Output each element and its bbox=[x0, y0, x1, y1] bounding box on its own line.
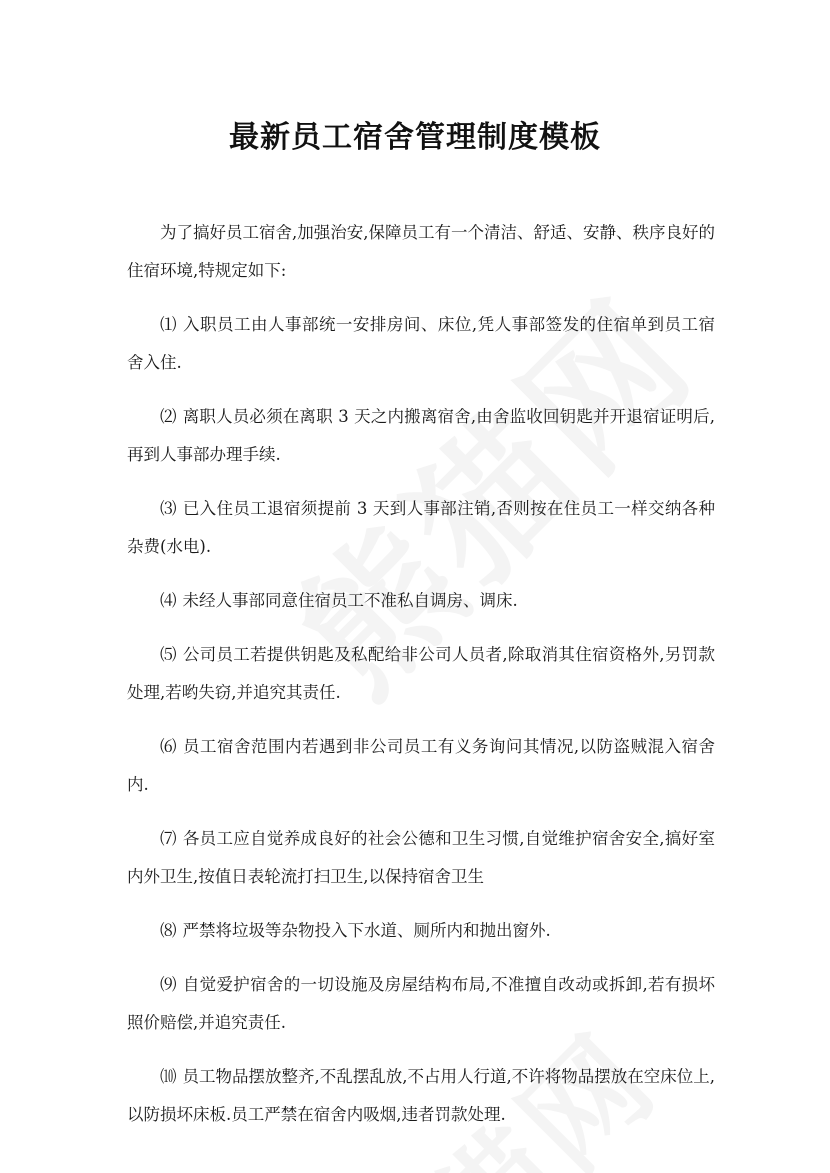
rule-text: 未经人事部同意住宿员工不准私自调房、调床. bbox=[182, 591, 518, 610]
rule-number: ⑺ bbox=[160, 829, 177, 848]
rule-text: 员工物品摆放整齐,不乱摆乱放,不占用人行道,不许将物品摆放在空床位上,以防损坏床板.员工严禁在宿舍内吸烟,违者罚款处理. bbox=[127, 1067, 716, 1124]
rule-number: ⑽ bbox=[160, 1067, 177, 1086]
rule-text: 入职员工由人事部统一安排房间、床位,凭人事部签发的住宿单到员工宿舍入住. bbox=[127, 315, 716, 372]
document-body bbox=[127, 214, 715, 1150]
document-title: 最新员工宿舍管理制度模板 bbox=[229, 120, 601, 155]
rule-paragraph-8 bbox=[127, 912, 715, 950]
rule-paragraph-10 bbox=[127, 1058, 715, 1134]
rule-text: 已入住员工退宿须提前 3 天到人事部注销,否则按在住员工一样交纳各种杂费(水电). bbox=[127, 499, 716, 556]
rule-paragraph-2 bbox=[127, 398, 715, 474]
rule-paragraph-1 bbox=[127, 306, 715, 382]
intro-paragraph: 为了搞好员工宿舍,加强治安,保障员工有一个清洁、舒适、安静、秩序良好的住宿环境,特规定如下: bbox=[127, 223, 715, 280]
rule-number: ⑹ bbox=[160, 737, 177, 756]
rule-number: ⑴ bbox=[160, 315, 177, 334]
rule-number: ⑸ bbox=[160, 645, 177, 664]
rule-paragraph-5 bbox=[127, 636, 715, 712]
rule-paragraph-7 bbox=[127, 820, 715, 896]
rule-text: 严禁将垃圾等杂物投入下水道、厕所内和抛出窗外. bbox=[182, 921, 551, 940]
rule-number: ⑶ bbox=[160, 499, 177, 518]
rule-text: 自觉爱护宿舍的一切设施及房屋结构布局,不准擅自改动或拆卸,若有损坏照价赔偿,并追究责任. bbox=[127, 975, 715, 1032]
rule-paragraph-4 bbox=[127, 582, 715, 620]
rule-number: ⑵ bbox=[160, 407, 177, 426]
rule-number: ⑼ bbox=[160, 975, 177, 994]
rule-paragraph-6 bbox=[127, 728, 715, 804]
rule-paragraph-9 bbox=[127, 966, 715, 1042]
rule-number: ⑻ bbox=[160, 921, 177, 940]
rule-paragraph-3 bbox=[127, 490, 715, 566]
rule-number: ⑷ bbox=[160, 591, 177, 610]
rule-text: 员工宿舍范围内若遇到非公司员工有义务询问其情况,以防盗贼混入宿舍内. bbox=[127, 737, 716, 794]
rule-text: 离职人员必须在离职 3 天之内搬离宿舍,由舍监收回钥匙并开退宿证明后,再到人事部办理手续. bbox=[127, 407, 716, 464]
rule-text: 各员工应自觉养成良好的社会公德和卫生习惯,自觉维护宿舍安全,搞好室内外卫生,按值日表轮流打扫卫生,以保持宿舍卫生 bbox=[127, 829, 715, 886]
rule-text: 公司员工若提供钥匙及私配给非公司人员者,除取消其住宿资格外,另罚款处理,若哟失窃,并追究其责任. bbox=[127, 645, 715, 702]
